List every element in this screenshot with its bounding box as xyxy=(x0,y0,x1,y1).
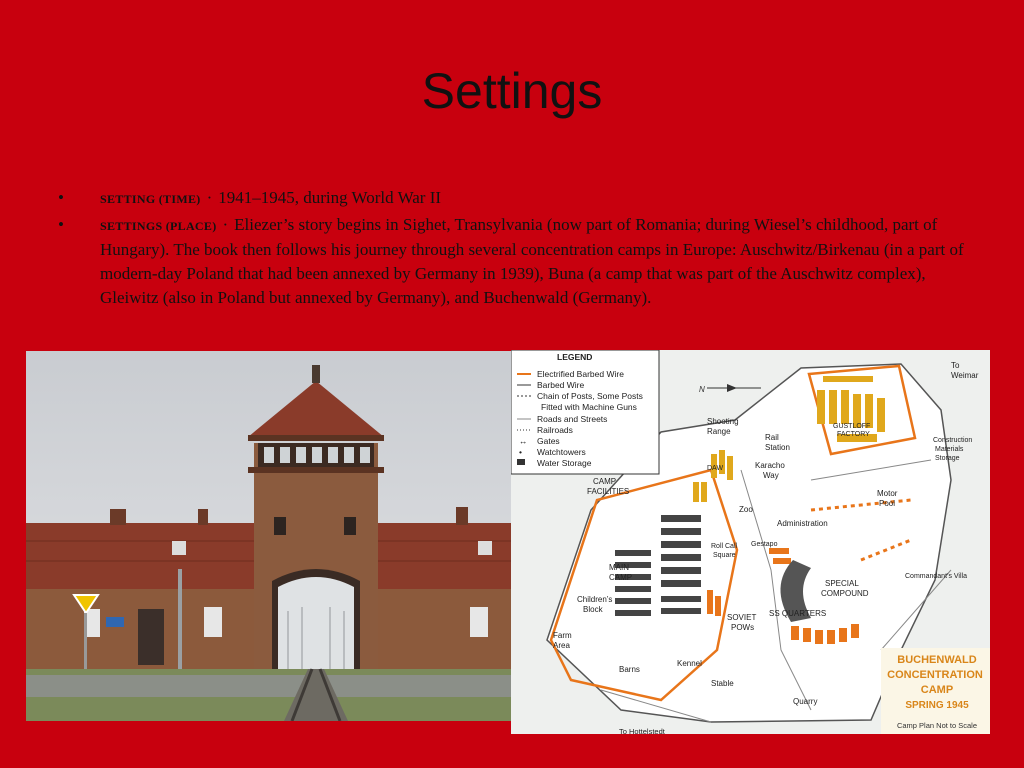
label-ss-quarters: SS QUARTERS xyxy=(769,609,827,618)
svg-text:↔: ↔ xyxy=(519,436,528,446)
label-shooting-range: Range xyxy=(707,427,731,436)
label-to-weimar: To xyxy=(951,361,960,370)
legend-item: Roads and Streets xyxy=(537,414,608,424)
label-daw: DAW xyxy=(707,465,724,472)
map-caption-subtitle: Camp Plan Not to Scale xyxy=(896,721,978,730)
label-zoo: Zoo xyxy=(739,505,753,514)
map-caption-line: CAMP xyxy=(920,684,954,696)
svg-text:•: • xyxy=(519,447,522,457)
label-farm-area: Area xyxy=(553,641,570,650)
label-roll-call: Square xyxy=(713,552,736,559)
label-childrens-block: Block xyxy=(583,605,603,614)
label-roll-call: Roll Call xyxy=(711,543,738,550)
legend-item: Water Storage xyxy=(537,458,592,468)
label-main-camp: MAIN xyxy=(609,563,629,572)
camp-map xyxy=(511,350,990,734)
label-motor-pool: Motor xyxy=(877,489,898,498)
label-kennel: Kennel xyxy=(677,659,702,668)
bullet-list xyxy=(56,186,966,312)
bullet-item-place xyxy=(56,213,966,310)
map-caption-line: SPRING 1945 xyxy=(905,700,969,711)
map-legend-title: LEGEND xyxy=(557,352,593,362)
bullet-text: Eliezer’s story begins in Sighet, Transylvania (now part of Romania; during Wiesel’s childhood, part of Hungary). The book then follows his journey through several concentration camps in Europe: Auschwitz/Birkenau (in a part of modern-day Poland that had been annexed by Germany in 1939), Buna (a camp that was part of the Auschwitz complex), Gleiwitz (also in Poland but annexed by Germany), and Buchenwald (Germany). xyxy=(100,215,964,307)
legend-item: Gates xyxy=(537,436,560,446)
label-to-weimar: Weimar xyxy=(951,371,979,380)
label-gustloff-factory: GUSTLOFF xyxy=(833,423,871,430)
label-soviet-pows: SOVIET xyxy=(727,613,757,622)
bullet-term: SETTING (TIME) xyxy=(100,192,201,206)
label-camp-facilities: FACILITIES xyxy=(587,487,630,496)
bullet-dot-icon: • xyxy=(58,188,64,207)
bullet-term: SETTINGS (PLACE) xyxy=(100,219,217,233)
camp-gate-photo xyxy=(26,351,512,721)
label-construction: Construction xyxy=(933,437,973,444)
bullet-separator: · xyxy=(206,188,213,207)
label-special-compound: SPECIAL xyxy=(825,579,859,588)
legend-item: Barbed Wire xyxy=(537,380,585,390)
label-rail-station: Station xyxy=(765,443,790,452)
bullet-separator: · xyxy=(222,215,229,234)
legend-item: Fitted with Machine Guns xyxy=(541,402,637,412)
legend-item: Electrified Barbed Wire xyxy=(537,369,624,379)
label-gestapo: Gestapo xyxy=(751,541,778,548)
map-caption-line: CONCENTRATION xyxy=(887,669,983,681)
label-gustloff-factory: FACTORY xyxy=(837,431,870,438)
label-karacho-way: Karacho xyxy=(755,461,785,470)
label-karacho-way: Way xyxy=(763,471,779,480)
label-childrens-block: Children’s xyxy=(577,595,613,604)
label-construction: Materials xyxy=(935,446,964,453)
label-soviet-pows: POWs xyxy=(731,623,755,632)
legend-item: Chain of Posts, Some Posts xyxy=(537,391,643,401)
label-barns: Barns xyxy=(619,665,640,674)
label-special-compound: COMPOUND xyxy=(821,589,869,598)
bullet-text: 1941–1945, during World War II xyxy=(218,188,442,207)
label-to-hottelstedt: To Hottelstedt xyxy=(619,727,665,734)
label-shooting-range: Shooting xyxy=(707,417,739,426)
label-commandants-villa: Commandant’s Villa xyxy=(905,573,967,580)
legend-item: Railroads xyxy=(537,425,573,435)
label-quarry: Quarry xyxy=(793,697,818,706)
label-rail-station: Rail xyxy=(765,433,779,442)
slide-title: Settings xyxy=(421,63,603,119)
label-farm-area: Farm xyxy=(553,631,572,640)
label-construction: Storage xyxy=(935,455,960,462)
legend-item: Watchtowers xyxy=(537,447,586,457)
label-motor-pool: Pool xyxy=(879,499,896,508)
bullet-item-time xyxy=(56,186,966,211)
label-main-camp: CAMP xyxy=(609,573,633,582)
label-camp-facilities: CAMP xyxy=(593,477,617,486)
label-administration: Administration xyxy=(777,519,828,528)
map-caption-line: BUCHENWALD xyxy=(897,654,977,666)
north-label: N xyxy=(699,385,705,394)
label-stable: Stable xyxy=(711,679,734,688)
bullet-dot-icon: • xyxy=(58,215,64,234)
